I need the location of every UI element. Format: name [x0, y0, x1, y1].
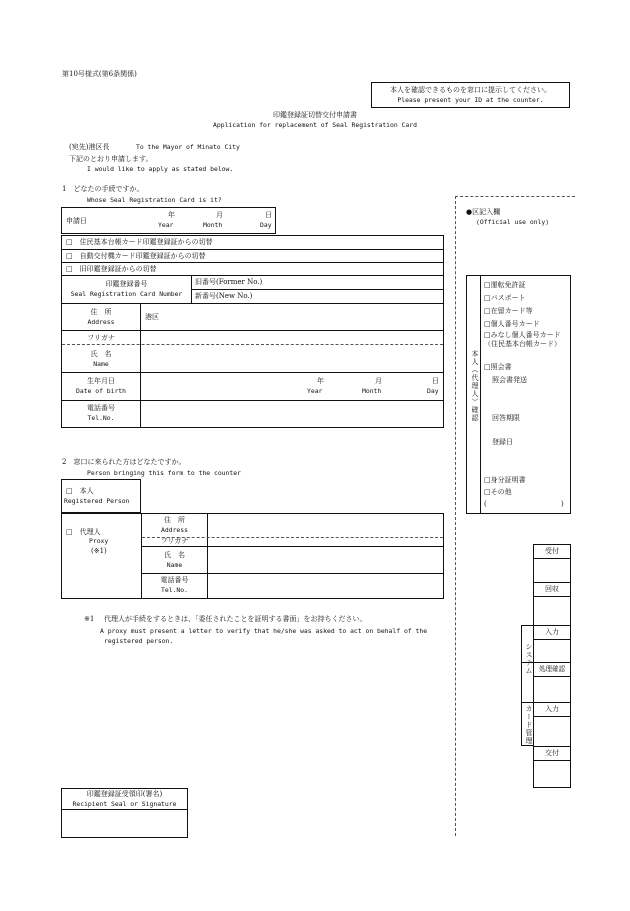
proxy-furigana: フリガナ [160, 537, 189, 545]
intro-en: I would like to apply as stated below. [87, 165, 234, 173]
stamp-confirm: 処理確認 [538, 665, 566, 673]
stamp-issue: 交付 [545, 749, 559, 757]
id-item-4[interactable]: □個人番号カード [484, 320, 540, 328]
footnote-mark: ※1 [84, 615, 95, 623]
q1-en: Whose Seal Registration Card is it? [87, 196, 222, 204]
inquiry-sent: 照会書発送 [492, 376, 527, 384]
registered-person-option[interactable] [61, 479, 141, 513]
app-year: 年 [168, 211, 175, 219]
q1-ja: 1 どなたの手続ですか。 [62, 185, 144, 193]
footnote-ja: 代理人が手続をするときは、「委任されたことを証明する書面」をお持ちください。 [104, 615, 367, 623]
new-no[interactable]: 新番号(New No.) [195, 292, 253, 300]
stamp-receive: 受付 [545, 547, 559, 555]
q2-en: Person bringing this form to the counter [87, 469, 241, 477]
name-label-en: Name [93, 360, 109, 368]
official-label: ●区記入欄 [466, 208, 501, 216]
proxy-name-label: 氏 名 [164, 551, 185, 559]
option-1[interactable]: □ 住民基本台帳カード印鑑登録証からの切替 [66, 238, 213, 246]
footnote-en2: registered person. [104, 637, 174, 645]
dob-year-en: Year [307, 387, 323, 395]
option-2[interactable]: □ 自動交付機カード印鑑登録証からの切替 [66, 252, 206, 260]
proxy-tel-label: 電話番号 [160, 576, 189, 584]
proxy-table [61, 513, 444, 599]
intro-ja: 下記のとおり申請します。 [69, 155, 153, 163]
proxy-tel-label-en: Tel.No. [161, 586, 188, 594]
dob-month-en: Month [362, 387, 382, 395]
address-label-en: Address [87, 318, 115, 326]
paren-open: ( [484, 500, 487, 508]
app-day-en: Day [260, 221, 272, 229]
paren-close: ) [561, 500, 564, 508]
dob-day: 日 [432, 377, 439, 385]
official-label-en: (Official use only) [476, 218, 550, 226]
addressee-ja: (宛先)港区長 [69, 143, 110, 151]
dob-month: 月 [375, 377, 382, 385]
id-notice-en: Please present your ID at the counter. [397, 96, 544, 104]
page-title: 印鑑登録証切替交付申請書 [273, 111, 357, 119]
footnote-en1: A proxy must present a letter to verify that he/she was asked to act on behalf of the [100, 627, 428, 635]
id-notice-ja: 本人を確認できるものを窓口に提示してください。 [390, 86, 551, 94]
signature-label: 印鑑登録証受領印(署名) [86, 790, 163, 798]
option-3[interactable]: □ 旧印鑑登録証からの切替 [66, 265, 157, 273]
page-title-en: Application for replacement of Seal Registration Card [213, 121, 417, 129]
signature-label-en: Recipient Seal or Signature [72, 800, 177, 808]
proxy-option[interactable]: □ 代理人 [66, 528, 101, 536]
tel-label-en: Tel.No. [87, 414, 115, 422]
card-label: カード管理 [525, 705, 533, 745]
seal-no-label: 印鑑登録番号 [105, 280, 148, 288]
q2-ja: 2 窓口に来られた方はどなたですか。 [62, 458, 186, 466]
dob-label: 生年月日 [87, 377, 115, 385]
dob-day-en: Day [427, 387, 439, 395]
proxy-address-label: 住 所 [164, 516, 185, 524]
id-item-5[interactable]: □みなし個人番号カード（住民基本台帳カード） [484, 331, 561, 348]
id-item-1[interactable]: □運転免許証 [484, 281, 526, 289]
stamp-input-card: 入力 [545, 705, 559, 713]
registered-en: Registered Person [64, 497, 130, 505]
name-label: 氏 名 [90, 350, 112, 358]
app-year-en: Year [158, 221, 174, 229]
system-label: システム [525, 643, 533, 675]
furigana-label: フリガナ [87, 334, 115, 342]
answer-deadline: 回答期限 [492, 414, 520, 422]
id-extra-2[interactable]: □その他 [484, 488, 512, 496]
registered-ja: □ 本人 [66, 487, 94, 495]
address-value[interactable]: 港区 [145, 313, 159, 321]
id-item-6[interactable]: □照会書 [484, 363, 512, 371]
proxy-address-label-en: Address [161, 526, 188, 534]
app-month-en: Month [203, 221, 223, 229]
identity-side-label: 本人（代理人）確認 [471, 350, 479, 422]
seal-no-label-en: Seal Registration Card Number [70, 290, 183, 298]
tel-label: 電話番号 [87, 404, 115, 412]
dob-year: 年 [317, 377, 324, 385]
proxy-name-label-en: Name [166, 561, 183, 569]
id-item-3[interactable]: □在留カード等 [484, 307, 533, 315]
app-month: 月 [216, 211, 223, 219]
stamp-collect: 回収 [545, 585, 559, 593]
stamp-input: 入力 [545, 628, 559, 636]
dob-label-en: Date of birth [75, 387, 127, 395]
registration-date: 登録日 [492, 438, 513, 446]
address-label: 住 所 [90, 308, 112, 316]
app-day: 日 [265, 211, 272, 219]
proxy-note: (※1) [91, 547, 107, 555]
app-date-label: 申請日 [66, 217, 87, 225]
proxy-en: Proxy [89, 537, 109, 545]
addressee-en: To the Mayor of Minato City [136, 143, 240, 151]
former-no[interactable]: 旧番号(Former No.) [195, 278, 263, 286]
id-item-2[interactable]: □パスポート [484, 294, 526, 302]
official-divider [455, 196, 456, 836]
form-number: 第10号様式(第6条関係) [62, 70, 137, 78]
id-extra-1[interactable]: □身分証明書 [484, 476, 526, 484]
